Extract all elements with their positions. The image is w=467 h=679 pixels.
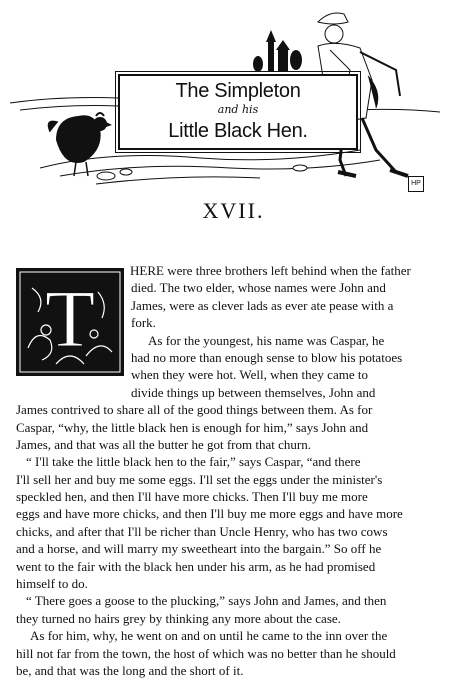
body-line: divide things up between themselves, John and (131, 384, 376, 400)
black-hen-icon (48, 113, 112, 176)
story-title-line1: The Simpleton (175, 80, 301, 102)
title-cartouche (118, 74, 358, 150)
dropcap-ornament (16, 268, 124, 376)
body-line: died. The two elder, whose names were John and (131, 280, 386, 296)
body-line: chicks, and after that I'll be richer than Uncle Henry, who has two cows (16, 523, 388, 539)
body-line: they turned no hairs grey by thinking any more about the case. (16, 610, 341, 626)
body-line: and a horse, and will marry my sweetheart into the bargain.” So off he (16, 541, 382, 557)
story-title-line2: and his (217, 103, 259, 116)
body-line: Caspar, “why, the little black hen is enough for him,” says John and (16, 419, 369, 435)
body-line: James, were as clever lads as ever ate pease with a (131, 297, 394, 313)
body-line: himself to do. (16, 576, 88, 592)
body-line: hill not far from the town, the host of which was no better than he should (16, 645, 396, 661)
body-line: went to the fair with the black hen under his arm, as he had promised (16, 558, 376, 574)
body-line: “ I'll take the little black hen to the fair,” says Caspar, “and there (26, 454, 361, 470)
body-line: when they were hot. Well, when they came to (131, 367, 368, 383)
body-line: James contrived to share all of the good things between them. As for (16, 402, 373, 418)
body-line: eggs and have more chicks, and then I'll buy me more eggs and have more (16, 506, 403, 522)
body-line: be, and that was the long and the short of it. (16, 663, 244, 678)
illustrator-monogram: HP (408, 176, 424, 192)
body-line: fork. (131, 315, 156, 331)
body-line: As for the youngest, his name was Caspar, he (148, 332, 385, 348)
body-line: I'll sell her and buy me some eggs. I'll set the eggs under the minister's (16, 471, 383, 487)
body-line: HERE were three brothers left behind when the father (130, 263, 411, 278)
body-line: James, and that was all the butter he got from that churn. (16, 436, 311, 452)
story-title-line3: Little Black Hen. (168, 120, 308, 142)
chapter-number: XVII. (202, 198, 265, 223)
dropcap-letter: T (44, 273, 96, 364)
body-line: had no more than enough sense to blow his potatoes (131, 349, 403, 365)
body-line: “ There goes a goose to the plucking,” says John and James, and then (26, 593, 387, 609)
body-line: speckled hen, and then I'll have more chicks. Then I'll buy me more (16, 489, 368, 505)
body-line: As for him, why, he went on and on until he came to the inn over the (30, 628, 388, 644)
